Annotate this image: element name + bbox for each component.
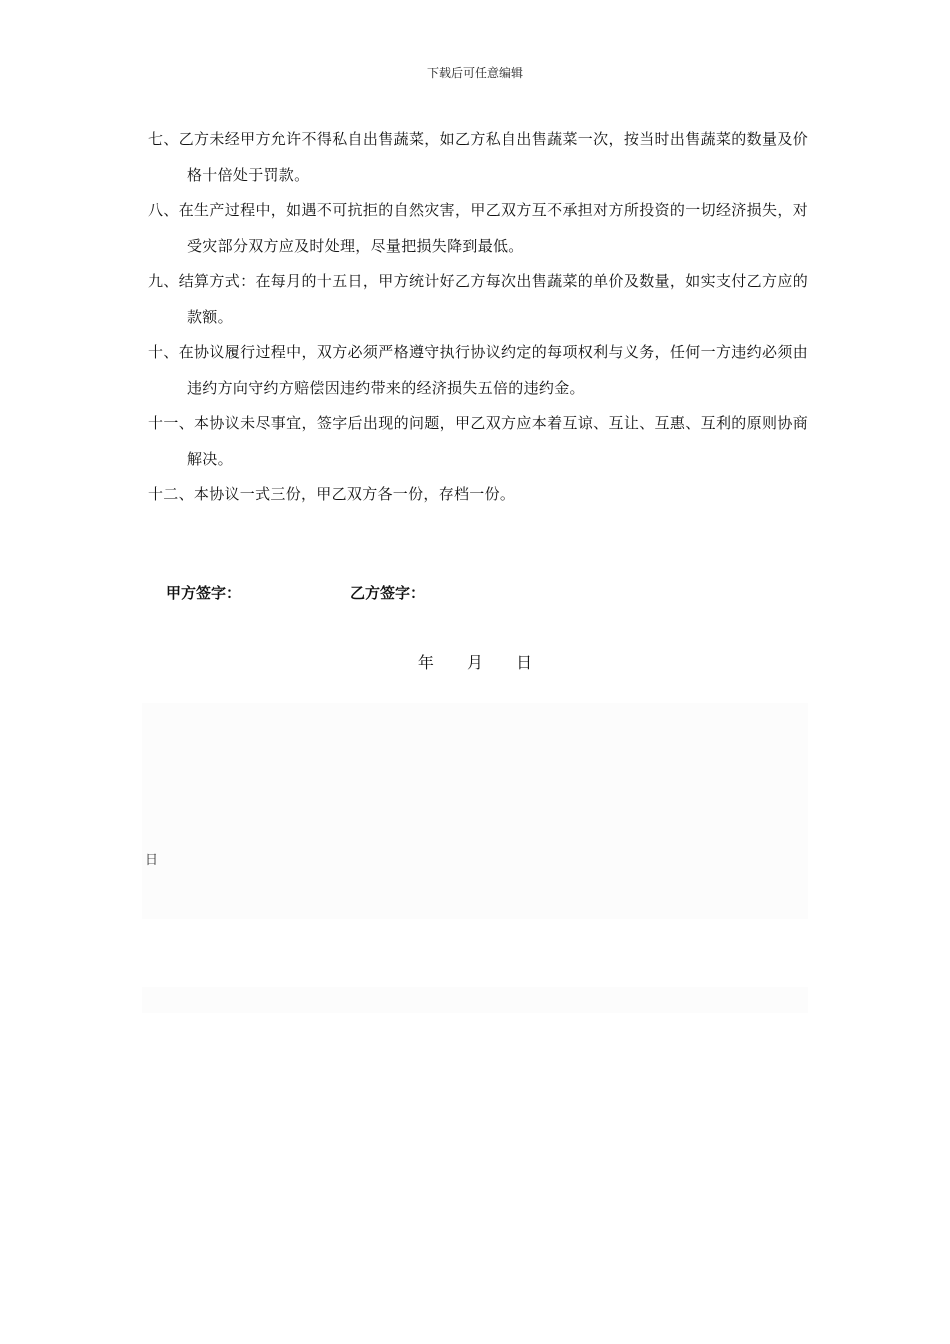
- clause-11: 十一、本协议未尽事宜，签字后出现的问题，甲乙双方应本着互谅、互让、互惠、互利的原则协商解决。: [148, 414, 808, 468]
- signature-row: [0, 582, 950, 606]
- clause-10: 十、在协议履行过程中，双方必须严格遵守执行协议约定的每项权利与义务，任何一方违约必须由违约方向守约方赔偿因违约带来的经济损失五倍的违约金。: [148, 343, 808, 397]
- stray-day-char: 日: [145, 853, 159, 868]
- header-note: 下载后可任意编辑: [426, 66, 523, 80]
- party-b-signature-label: 乙方签字：: [350, 584, 426, 602]
- clause-12: 十二、本协议一式三份，甲乙双方各一份，存档一份。: [148, 485, 516, 503]
- clause-9: 九、结算方式：在每月的十五日，甲方统计好乙方每次出售蔬菜的单价及数量，如实支付乙方应的款额。: [148, 272, 808, 326]
- date-day-label: 日: [516, 653, 533, 672]
- date-month-label: 月: [466, 653, 483, 672]
- date-line: [0, 650, 950, 673]
- faint-background-strip: [142, 987, 808, 1013]
- party-a-signature-label: 甲方签字：: [166, 584, 242, 602]
- agreement-clauses: [148, 122, 808, 513]
- clause-8: 八、在生产过程中，如遇不可抗拒的自然灾害，甲乙双方互不承担对方所投资的一切经济损失，对受灾部分双方应及时处理，尽量把损失降到最低。: [148, 201, 808, 255]
- faint-background-block: [142, 703, 808, 919]
- clause-7: 七、乙方未经甲方允许不得私自出售蔬菜，如乙方私自出售蔬菜一次，按当时出售蔬菜的数量及价格十倍处于罚款。: [148, 130, 808, 184]
- date-year-label: 年: [417, 653, 434, 672]
